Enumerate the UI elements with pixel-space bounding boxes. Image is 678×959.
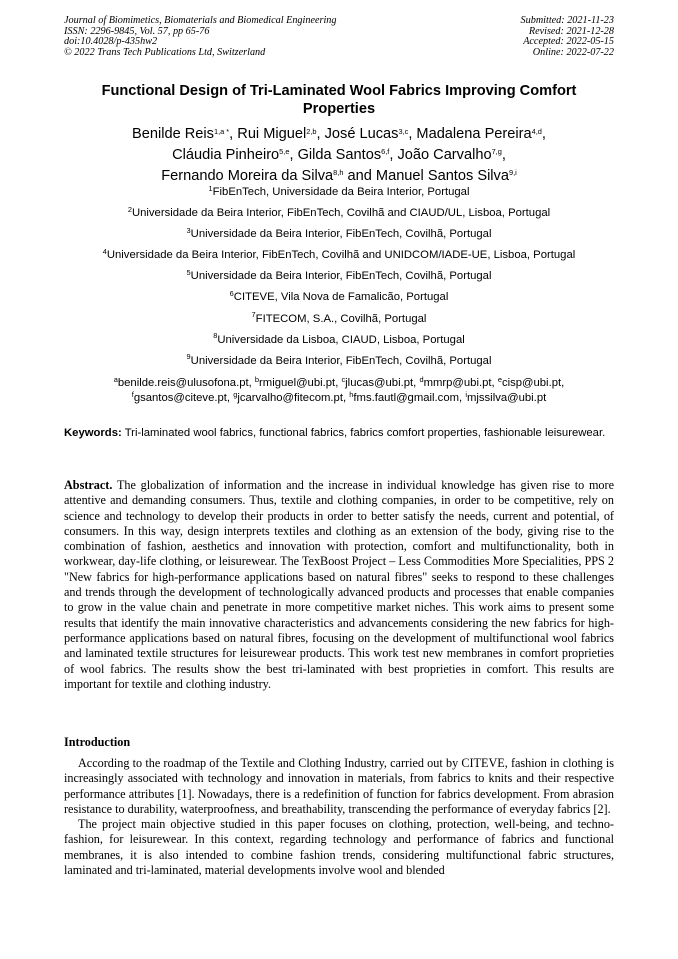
email-sup: c (341, 374, 346, 384)
author (376, 168, 517, 184)
author-sup: 8,h (333, 168, 344, 178)
affiliation-sup: 2 (127, 204, 132, 214)
author-sup: 1,a * (213, 126, 230, 136)
email-link[interactable]: jcarvalho@fitecom.pt, (237, 392, 350, 405)
author-sup: 9,i (508, 168, 517, 178)
email-sup: e (497, 374, 502, 384)
paragraph: According to the roadmap of the Textile and Clothing Industry, carried out by CITEVE, fashion in clothing is increasingly associated with technology and innovation in materials, from fabrics to knits and their respective performance attributes [1]. Nowadays, there is a redefinition of function for fabrics development. From abrasion resistance to durability, waterproofness, and breathability, transcending the performance of everyday fabrics [2]. (64, 756, 614, 816)
email-link[interactable]: cisp@ubi.pt, (501, 377, 565, 389)
email-link[interactable]: gsantos@citeve.pt, (133, 392, 234, 405)
affiliation (30, 290, 648, 311)
abstract (64, 478, 614, 692)
email-sup: d (419, 374, 424, 384)
affiliation-list (30, 185, 648, 375)
email-sup: f (131, 389, 134, 399)
affiliation-sup: 8 (213, 331, 218, 341)
author-sup: 6,f (381, 147, 390, 157)
author (161, 168, 376, 184)
section-heading: Introduction (64, 735, 131, 749)
author-sup: 2,b (306, 126, 317, 136)
affiliation (30, 248, 648, 269)
keywords (64, 426, 614, 441)
affiliation (30, 206, 648, 227)
author-name: Benilde Reis (132, 126, 214, 142)
affiliation (30, 227, 648, 248)
abstract-text: The globalization of information and the increase in individual knowledge has given rise to more attentive and demanding consumers. Thus, textile and clothing companies, in order to be competitive, rely on science and technology to develop their products in order to better satisfy the needs, current and potential, of consumers. In this way, design interprets textiles and clothing as an extension of the body, giving rise to the combination of fashion, aesthetics and innovation with protection, comfort and multifunctionality, both in workwear, day-life clothing, or leisurewear. The TexBoost Project – Less Commodities More Specialities, PPS 2 "New fabrics for high-performance applications based on natural fibres" seeks to respond to these challenges and trends through the development of technologically advanced products and processes that enable companies to grow in the value chain and penetrate in more competitive market niches. This work aims to present some results that identify the main innovative characteristics and advancements considering the new fabrics for high-performance applications based on natural fibres, focusing on the development of multifunctional wool fabrics and laminated textile structures for leisurewear products. This work test new membranes in comfort proprieties of wool fabrics. The results show the best tri-laminated with best proprieties in comfort. This results are important for textile and clothing industry. (64, 478, 614, 691)
email-sup: a (113, 374, 118, 384)
affiliation-text: FITECOM, S.A., Covilhã, Portugal (255, 312, 427, 325)
paragraph: The project main objective studied in this paper focuses on clothing, protection, well-being, and techno-fashion, for leisurewear. In this context, regarding technology and performance of fabrics and functional membranes, it is also intended to combine fashion trends, considering multifunctional fabric structures, laminated and tri-laminated, material developments involve wool and blended (64, 817, 614, 878)
author-separator: , (229, 126, 238, 142)
keywords-text: Tri-laminated wool fabrics, functional fabrics, fabrics comfort properties, fashionable leisurewear. (121, 427, 606, 439)
author-sup: 4,d (531, 126, 542, 136)
author (237, 126, 324, 142)
submission-dates (521, 16, 614, 58)
author-separator: , (289, 146, 298, 163)
email-line (30, 376, 648, 391)
date-revised: Revised: 2021-12-28 (528, 25, 614, 37)
paper-title: Functional Design of Tri-Laminated Wool Fabrics Improving Comfort Properties (101, 83, 577, 117)
author (298, 147, 398, 163)
author-separator: and (343, 167, 376, 184)
email-link[interactable]: benilde.reis@ulusofona.pt, (117, 377, 255, 389)
author-name: Madalena Pereira (416, 126, 532, 142)
author-separator: , (541, 126, 546, 142)
affiliation-sup: 5 (186, 267, 191, 277)
date-accepted: Accepted: 2022-05-15 (523, 36, 614, 48)
email-sup: i (465, 389, 467, 399)
date-online: Online: 2022-07-22 (532, 46, 614, 58)
author (132, 126, 237, 142)
author-sup: 7,g (491, 147, 502, 157)
author-separator: , (316, 126, 325, 142)
journal-name: Journal of Biomimetics, Biomaterials and Biomedical Engineering (64, 15, 337, 26)
author (172, 147, 297, 163)
abstract-label: Abstract. (64, 478, 113, 492)
author-name: João Carvalho (397, 146, 492, 163)
email-sup: b (254, 374, 260, 384)
author-name: Manuel Santos Silva (375, 167, 509, 184)
email-link[interactable]: jlucas@ubi.pt, (345, 377, 420, 389)
affiliation-text: Universidade da Beira Interior, FibEnTech, Covilhã, Portugal (190, 228, 492, 241)
keywords-label: Keywords: (64, 427, 122, 439)
author-sup: 5,e (279, 147, 290, 157)
affiliation-text: Universidade da Beira Interior, FibEnTech, Covilhã, Portugal (190, 354, 492, 367)
affiliation-text: FibEnTech, Universidade da Beira Interior, Portugal (212, 186, 470, 198)
author (416, 126, 546, 142)
affiliation-text: Universidade da Lisboa, CIAUD, Lisboa, Portugal (217, 333, 465, 346)
affiliation (30, 333, 648, 354)
email-sup: h (349, 389, 354, 399)
author-name: José Lucas (324, 126, 399, 142)
author-sup: 3,c (398, 126, 409, 136)
affiliation (30, 312, 648, 333)
journal-copyright: © 2022 Trans Tech Publications Ltd, Switzerland (64, 46, 266, 58)
affiliation-text: Universidade da Beira Interior, FibEnTech, Covilhã, Portugal (190, 270, 492, 283)
affiliation-text: Universidade da Beira Interior, FibEnTech, Covilhã and CIAUD/UL, Lisboa, Portugal (131, 207, 551, 220)
affiliation (30, 185, 648, 206)
email-link[interactable]: fms.fautl@gmail.com, (353, 392, 466, 405)
email-sup: g (233, 389, 238, 399)
date-submitted: Submitted: 2021-11-23 (520, 15, 614, 26)
author-list (64, 125, 614, 187)
affiliation-text: Universidade da Beira Interior, FibEnTech, Covilhã and UNIDCOM/IADE-UE, Lisboa, Portugal (106, 249, 576, 262)
author-name: Cláudia Pinheiro (172, 146, 280, 163)
journal-header (64, 16, 336, 58)
author (397, 147, 505, 163)
email-link[interactable]: mjssilva@ubi.pt (466, 392, 547, 405)
author-separator: , (501, 146, 506, 163)
affiliation-sup: 6 (229, 288, 234, 298)
author-separator: , (389, 146, 398, 163)
affiliation-sup: 4 (102, 246, 107, 256)
affiliation (30, 269, 648, 290)
email-link[interactable]: rmiguel@ubi.pt, (259, 377, 342, 389)
author-name: Fernando Moreira da Silva (161, 167, 334, 184)
email-list (30, 376, 648, 407)
affiliation-sup: 3 (186, 225, 191, 235)
email-line (30, 391, 648, 406)
affiliation-text: CITEVE, Vila Nova de Famalicão, Portugal (233, 291, 449, 304)
introduction-body (64, 756, 614, 878)
email-link[interactable]: mmrp@ubi.pt, (423, 377, 498, 389)
author (325, 126, 417, 142)
author-name: Rui Miguel (237, 126, 307, 142)
author-name: Gilda Santos (297, 146, 382, 163)
author-separator: , (408, 126, 417, 142)
affiliation (30, 354, 648, 375)
affiliation-sup: 9 (186, 352, 191, 362)
affiliation-sup: 1 (208, 183, 213, 193)
journal-doi: doi:10.4028/p-435hw2 (64, 36, 158, 48)
journal-issn: ISSN: 2296-9845, Vol. 57, pp 65-76 (64, 25, 210, 37)
affiliation-sup: 7 (251, 310, 256, 320)
